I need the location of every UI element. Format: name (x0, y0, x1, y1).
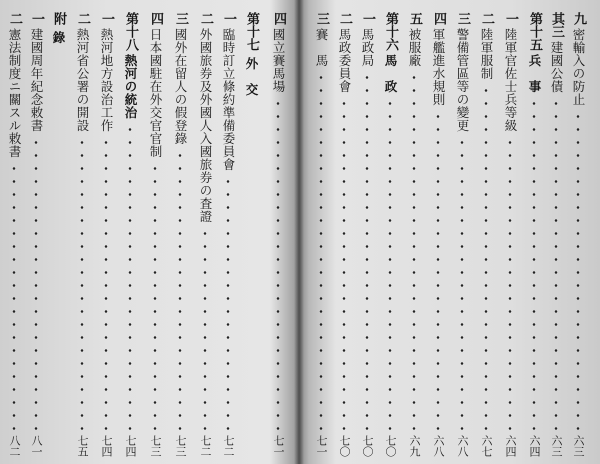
entry-page: 七一 (272, 435, 285, 457)
entry-page: 六九 (408, 435, 421, 457)
entry-title: 憲法制度ニ關スル敕書 (7, 28, 22, 158)
entry-number: 第十八 (123, 12, 138, 51)
leader-dots (226, 175, 230, 431)
entry-title: 外 交 (244, 57, 259, 96)
entry-number: 一 (221, 12, 236, 25)
entry-number: 四 (431, 12, 446, 25)
leader-dots (128, 123, 132, 431)
toc-entry (500, 12, 520, 457)
toc-entry (357, 12, 377, 457)
entry-title: 警備管區等の變更 (455, 28, 470, 132)
entry-page: 六四 (504, 435, 517, 457)
entry-page: 六四 (528, 435, 541, 457)
toc-entry (268, 12, 288, 457)
toc-chapter (380, 12, 400, 457)
entry-number: 四 (148, 12, 163, 25)
entry-number: 其三 (549, 12, 564, 38)
entry-title: 被服廠 (407, 28, 422, 67)
toc-entry (476, 12, 496, 457)
leader-dots (388, 97, 392, 431)
entry-page: 六三 (572, 435, 585, 457)
leader-dots (365, 71, 369, 431)
entry-page: 七二 (199, 435, 212, 457)
entry-page: 七五 (76, 435, 89, 457)
left-page (0, 0, 296, 464)
entry-number: 二 (75, 12, 90, 25)
entry-number: 一 (360, 12, 375, 25)
entry-number: 二 (198, 12, 213, 25)
leader-dots (203, 227, 207, 431)
toc-entry (218, 12, 238, 457)
leader-dots (153, 162, 157, 431)
toc-chapter (241, 12, 261, 457)
leader-dots (412, 71, 416, 431)
entry-page: 六七 (480, 435, 493, 457)
entry-number: 附 (51, 12, 66, 25)
leader-dots (576, 110, 580, 431)
entry-number: 五 (407, 12, 422, 25)
entry-title: 臨時訂立條約準備委員會 (221, 28, 236, 171)
toc-entry (568, 12, 588, 457)
entry-number: 二 (337, 12, 352, 25)
entry-number: 三 (455, 12, 470, 25)
toc-entry (452, 12, 472, 457)
toc-chapter (524, 12, 544, 457)
toc-entry (145, 12, 165, 457)
entry-page: 七三 (149, 435, 162, 457)
entry-title: 軍艦進水規則 (431, 28, 446, 106)
toc-entry (96, 12, 116, 457)
entry-page: 七〇 (384, 435, 397, 457)
leader-dots (12, 162, 16, 431)
entry-page: 七三 (174, 435, 187, 457)
entry-number: 四 (271, 12, 286, 25)
entry-page: 七一 (315, 435, 328, 457)
entry-number: 第十五 (527, 12, 542, 51)
entry-title: 馬政委員會 (337, 28, 352, 93)
leader-dots (436, 110, 440, 431)
toc-entry (26, 12, 46, 457)
entry-page: 七〇 (338, 435, 351, 457)
leader-dots (532, 97, 536, 431)
entry-page: 六八 (432, 435, 445, 457)
entry-number: 二 (479, 12, 494, 25)
right-page (302, 0, 600, 464)
entry-number: 三 (314, 12, 329, 25)
entry-title: 外國旅券及外國人入國旅券の査證 (198, 28, 213, 223)
toc-entry (546, 12, 566, 457)
leader-dots (319, 71, 323, 431)
entry-title: 國外在留人の假登錄 (173, 28, 188, 145)
leader-dots (554, 97, 558, 431)
leader-dots (104, 136, 108, 431)
entry-page: 七〇 (361, 435, 374, 457)
toc-entry (195, 12, 215, 457)
entry-number: 九 (571, 12, 586, 25)
entry-page: 七四 (100, 435, 113, 457)
entry-title: 建國周年紀念敕書 (29, 28, 44, 132)
entry-number: 一 (503, 12, 518, 25)
entry-title: 兵 事 (527, 54, 542, 93)
entry-number: 一 (29, 12, 44, 25)
entry-title: 馬 政 (383, 54, 398, 93)
entry-title: 陸軍官佐士兵等級 (503, 28, 518, 132)
entry-title: 陸軍服制 (479, 28, 494, 80)
entry-number: 三 (173, 12, 188, 25)
entry-title: 熱河の統治 (123, 54, 138, 119)
toc-chapter (48, 12, 68, 457)
toc-entry (404, 12, 424, 457)
toc-entry (334, 12, 354, 457)
entry-number: 第十七 (244, 12, 259, 51)
entry-title: 錄 (51, 31, 66, 44)
toc-entry (311, 12, 331, 457)
entry-title: 賽 馬 (314, 28, 329, 67)
entry-number: 第十六 (383, 12, 398, 51)
toc-entry (170, 12, 190, 457)
entry-title: 建國公債 (549, 41, 564, 93)
leader-dots (34, 136, 38, 431)
leader-dots (342, 97, 346, 431)
entry-page: 七二 (222, 435, 235, 457)
leader-dots (484, 84, 488, 431)
toc-chapter (120, 12, 140, 457)
toc-entry (4, 12, 24, 457)
leader-dots (276, 97, 280, 431)
leader-dots (460, 136, 464, 431)
entry-title: 馬政局 (360, 28, 375, 67)
entry-page: 八二 (8, 435, 21, 457)
entry-title: 熱河地方設治工作 (99, 28, 114, 132)
toc-entry (72, 12, 92, 457)
toc-entry (428, 12, 448, 457)
leader-dots (178, 149, 182, 431)
entry-page: 七四 (124, 435, 137, 457)
entry-title: 密輸入の防止 (571, 28, 586, 106)
leader-dots (80, 136, 84, 431)
entry-title: 熱河省公署の開設 (75, 28, 90, 132)
entry-page: 六八 (456, 435, 469, 457)
entry-number: 二 (7, 12, 22, 25)
entry-number: 一 (99, 12, 114, 25)
leader-dots (508, 136, 512, 431)
entry-title: 日本國駐在外交官官制 (148, 28, 163, 158)
entry-page: 六三 (550, 435, 563, 457)
entry-title: 國立賽馬場 (271, 28, 286, 93)
entry-page: 八一 (30, 435, 43, 457)
